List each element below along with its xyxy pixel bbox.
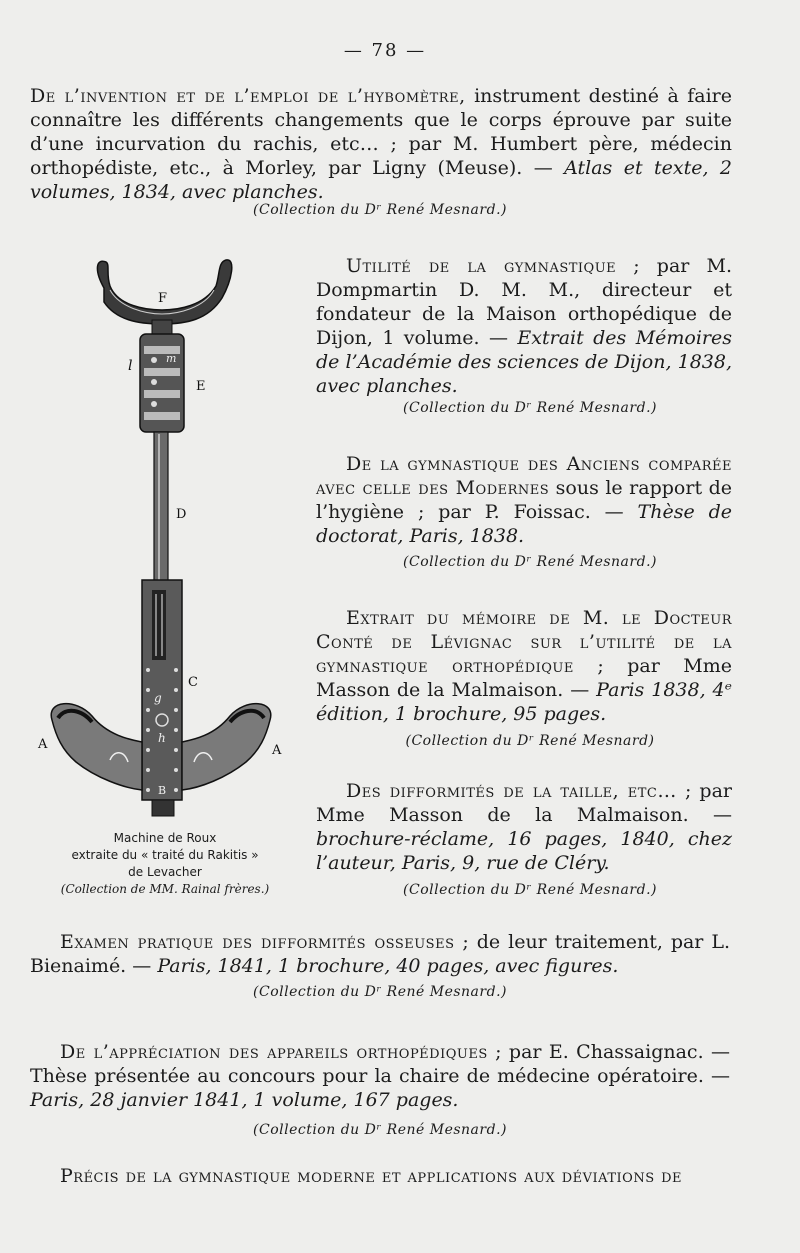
figure-label-f: F — [158, 291, 168, 306]
figure-label-c: C — [188, 675, 198, 690]
bibliography-entry — [316, 779, 732, 875]
entry-title: Examen pratique des difformités osseuses — [60, 931, 455, 953]
collection-note: (Collection du Dʳ René Mesnard.) — [253, 984, 507, 1000]
entry-body: ; par Mme Masson de la Malmaison. — — [316, 655, 732, 701]
bibliography-entry — [30, 930, 730, 978]
figure-label-a-left: A — [38, 737, 48, 752]
figure-label-g: g — [154, 691, 162, 705]
entry-body: instrument destiné à faire connaître les différents changements que le corps éprouve par suite d’une incurvation du rachis, etc… ; par M. Humbert père, médecin orthopédiste, etc., à Morley, par Ligny (Meuse). — — [30, 85, 732, 179]
entry-title: Utilité de la gymnastique — [346, 255, 617, 277]
entry-body: ; par Mme Masson de la Malmaison. — — [316, 780, 732, 826]
entry-details: Paris, 1841, 1 brochure, 40 pages, avec figures. — [157, 955, 619, 977]
entry-title: De l’invention et de l’emploi de l’hybomètre, — [30, 85, 466, 107]
collection-note: (Collection du Dʳ René Mesnard.) — [403, 882, 657, 898]
entry-details: Paris 1838, 4ᵉ édition, 1 brochure, 95 pages. — [316, 679, 732, 725]
entry-title: De la gymnastique des Anciens comparée avec celle des Modernes — [316, 453, 732, 499]
collection-note: (Collection du Dʳ René Mesnard.) — [253, 202, 507, 218]
entry-title: Précis de la gymnastique moderne et applications aux déviations de — [60, 1165, 683, 1187]
bibliography-entry — [30, 84, 732, 204]
bibliography-entry — [316, 606, 732, 726]
entry-title: Extrait du mémoire de M. le Docteur Conté de Lévignac sur l’utilité de la gymnastique orthopédique — [316, 607, 732, 677]
caption-source: extraite du « traité du Rakitis » — [71, 848, 259, 862]
entry-title: De l’appréciation des appareils orthopédiques — [60, 1041, 488, 1063]
caption-author: de Levacher — [128, 865, 202, 879]
collection-note: (Collection du Dʳ René Mesnard) — [405, 733, 655, 749]
figure-label-l: l — [128, 358, 133, 374]
figure-label-h: h — [158, 731, 166, 745]
entry-title: Des difformités de la taille, etc… — [346, 780, 677, 802]
figure-label-e: E — [196, 379, 206, 394]
figure-label-m: m — [166, 352, 177, 365]
figure-label-d: D — [176, 507, 187, 522]
roux-machine-illustration — [36, 250, 286, 830]
entry-details: Atlas et texte, 2 volumes, 1834, avec planches. — [30, 157, 732, 203]
entry-details: Thèse de doctorat, Paris, 1838. — [316, 501, 732, 547]
entry-body: ; de leur traitement, par L. Bienaimé. — — [30, 931, 730, 977]
figure-label-a-right: A — [272, 743, 282, 758]
caption-title: Machine de Roux — [113, 831, 217, 845]
caption-collection: (Collection de MM. Rainal frères.) — [60, 882, 270, 896]
entry-details: brochure-réclame, 16 pages, 1840, chez l’auteur, Paris, 9, rue de Cléry. — [316, 828, 732, 874]
entry-details: Paris, 28 janvier 1841, 1 volume, 167 pages. — [30, 1089, 459, 1111]
bibliography-entry — [30, 1040, 730, 1112]
bibliography-entry — [30, 1164, 730, 1188]
entry-body: ; par M. Dompmartin D. M. M., directeur et fondateur de la Maison orthopédique de Dijon, 1 volume. — — [316, 255, 732, 349]
entry-body: sous le rapport de l’hygiène ; par P. Foissac. — — [316, 477, 732, 523]
bibliography-entry — [316, 452, 732, 548]
collection-note: (Collection du Dʳ René Mesnard.) — [403, 400, 657, 416]
entry-details: Extrait des Mémoires de l’Académie des sciences de Dijon, 1838, avec planches. — [316, 327, 732, 397]
bibliography-entry — [316, 254, 732, 398]
figure-label-b: B — [158, 784, 167, 797]
collection-note: (Collection du Dʳ René Mesnard.) — [403, 554, 657, 570]
collection-note: (Collection du Dʳ René Mesnard.) — [253, 1122, 507, 1138]
page-number: — 78 — — [343, 40, 427, 61]
figure-caption — [40, 830, 290, 898]
entry-body: ; par E. Chassaignac. — Thèse présentée au concours pour la chaire de médecine opératoire. — — [30, 1041, 730, 1087]
